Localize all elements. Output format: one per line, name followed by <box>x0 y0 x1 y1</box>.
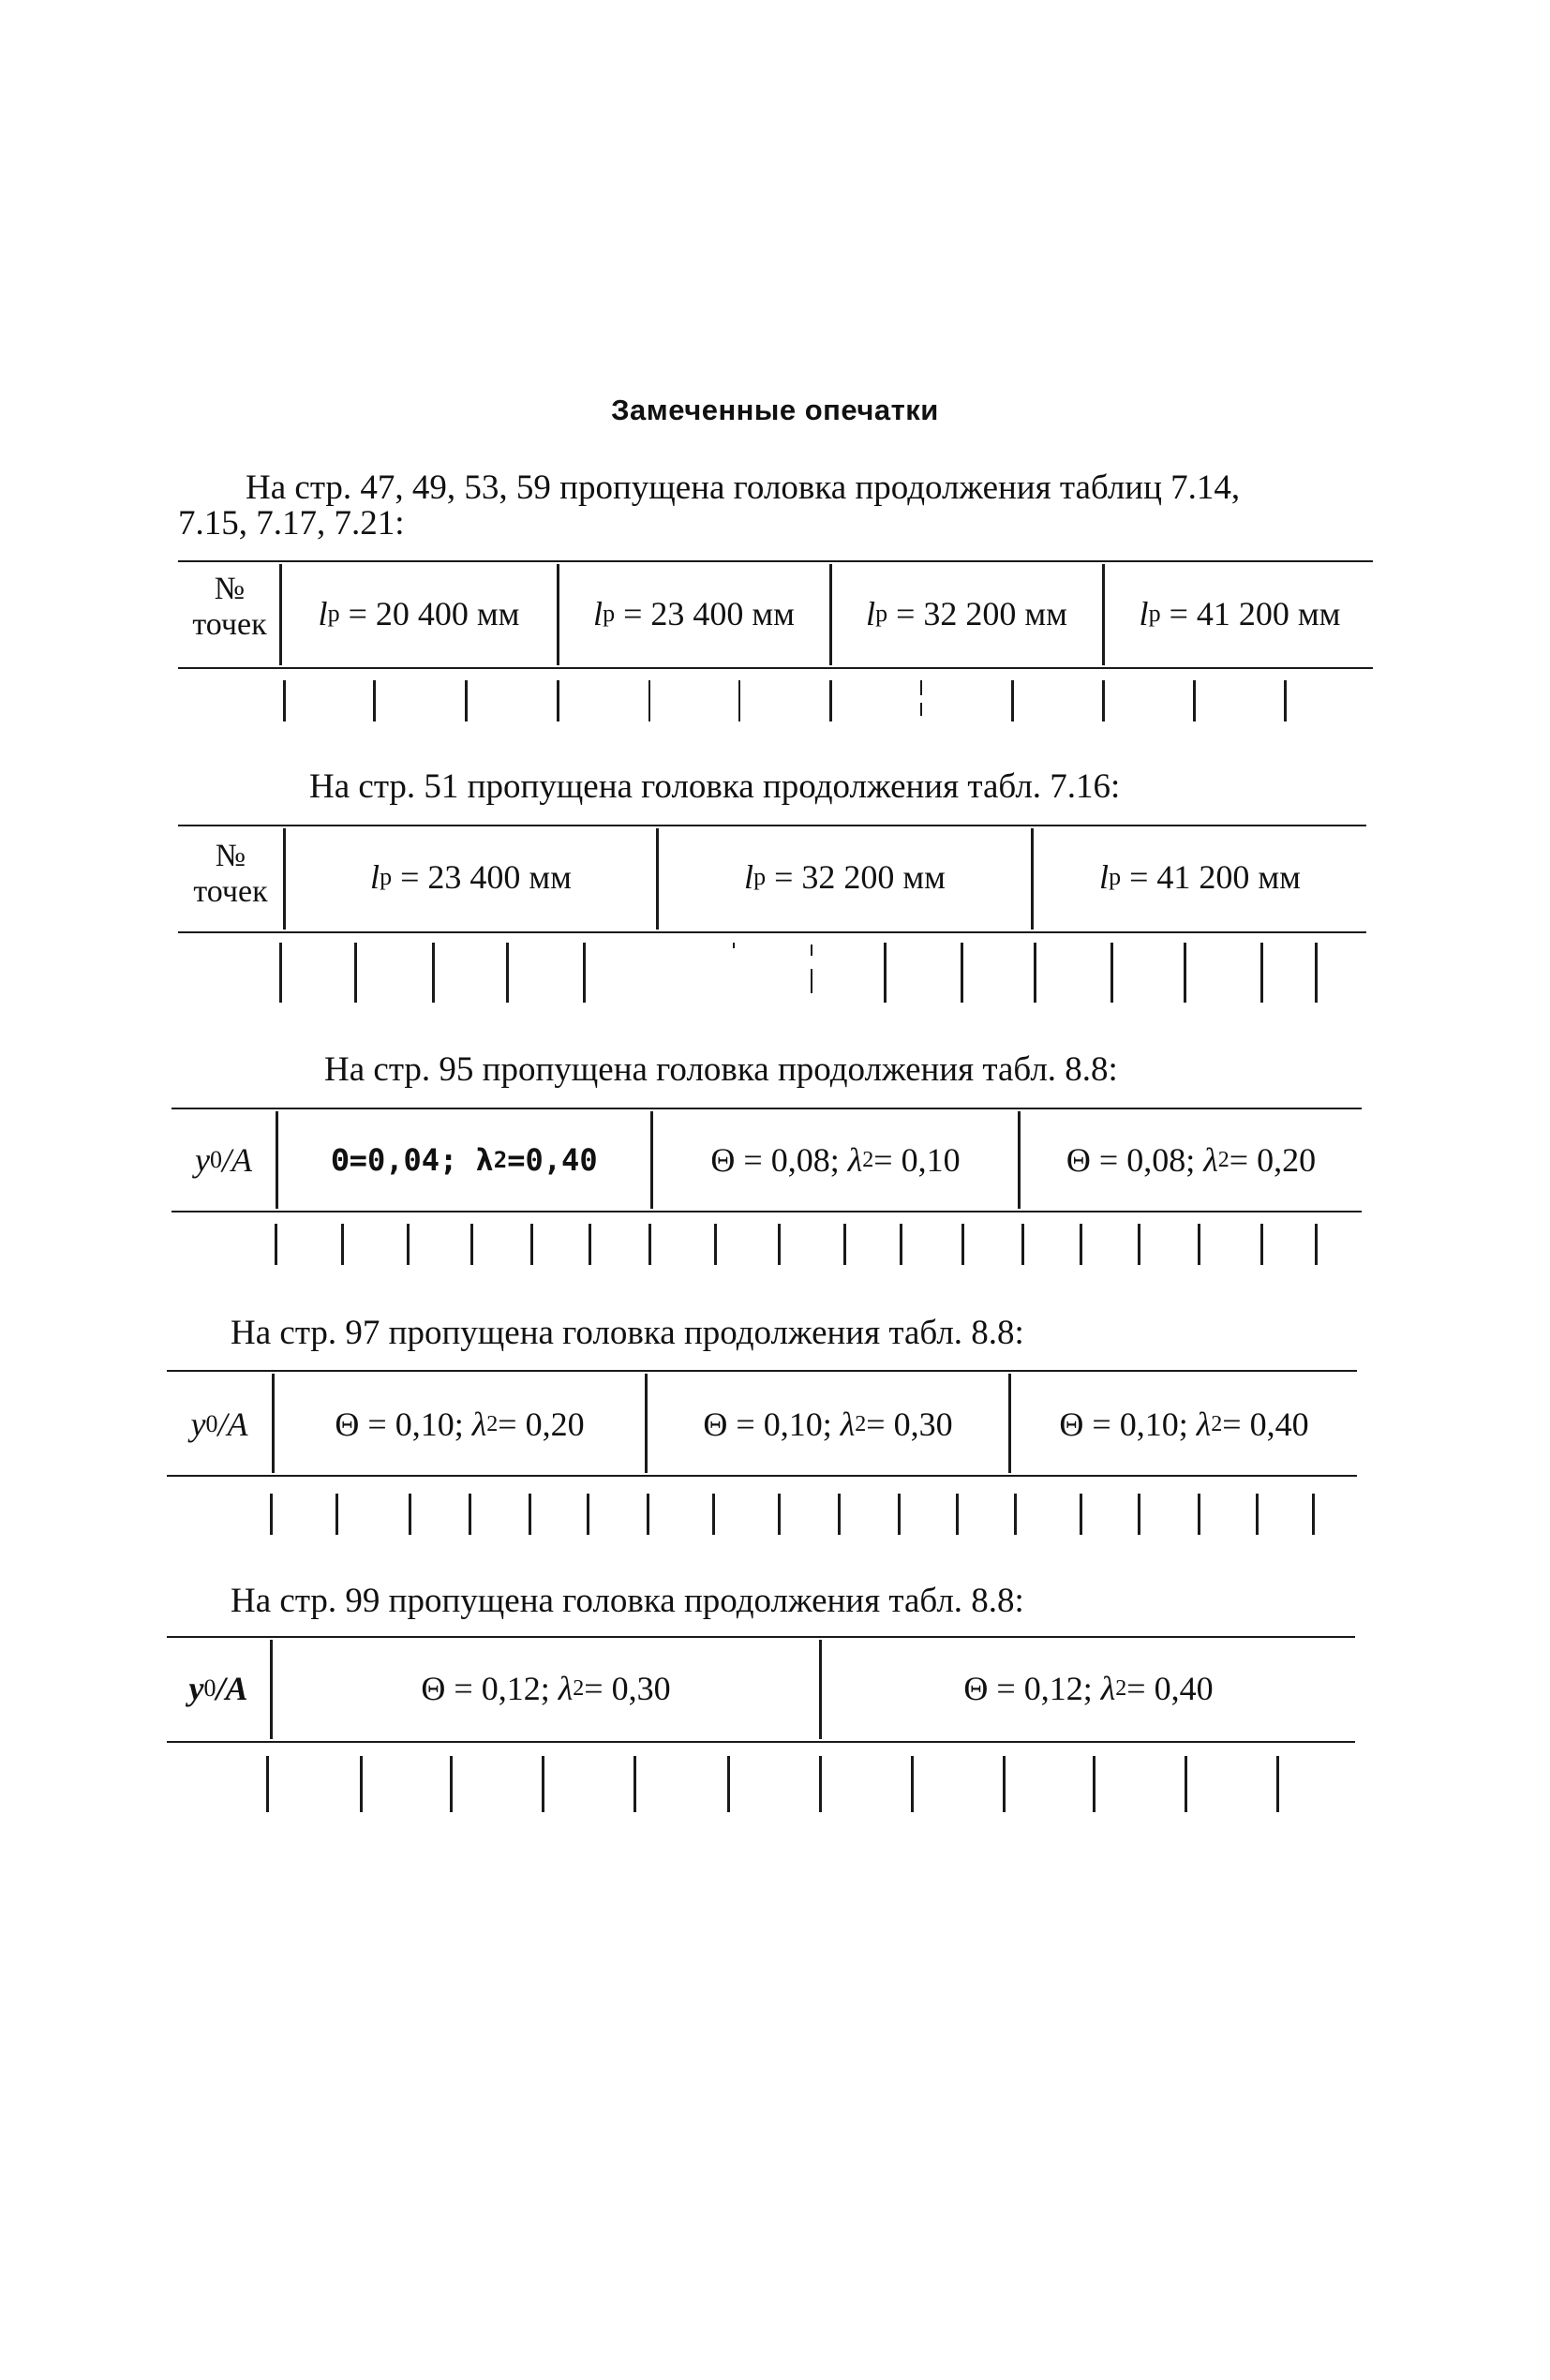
column-rule <box>506 943 509 1003</box>
column-rule <box>1102 680 1105 721</box>
column-rule <box>829 680 832 721</box>
table-5-top-rule <box>167 1636 1355 1638</box>
column-rule <box>266 1756 269 1812</box>
table-4-column-header-1: Θ = 0,10; λ 2 = 0,20 <box>335 1406 585 1443</box>
table-3-first-column-header: y 0 /A <box>195 1141 252 1179</box>
column-rule <box>898 1494 901 1535</box>
column-rule <box>360 1756 363 1812</box>
column-rule <box>778 1494 781 1535</box>
column-rule <box>712 1494 715 1535</box>
column-rule <box>1138 1494 1140 1535</box>
intro-line-2: 7.15, 7.17, 7.21: <box>178 504 405 543</box>
column-rule <box>583 943 586 1003</box>
table-1-column-header-1: l р = 20 400 мм <box>318 595 520 632</box>
table-5-first-column-header: y 0 /A <box>188 1670 248 1707</box>
column-rule <box>529 1494 531 1535</box>
column-rule <box>1315 943 1318 1003</box>
table-1-column-header-2: l р = 23 400 мм <box>593 595 795 632</box>
table-4-bottom-rule <box>167 1475 1357 1477</box>
table-3-top-rule <box>171 1108 1362 1109</box>
column-rule <box>1198 1494 1200 1535</box>
column-rule <box>1003 1756 1006 1812</box>
column-rule <box>714 1224 717 1265</box>
column-rule <box>843 1224 846 1265</box>
column-rule <box>819 1756 822 1812</box>
column-rule <box>961 943 963 1003</box>
intro-line-1: На стр. 47, 49, 53, 59 пропущена головка продолжения таблиц 7.14, <box>246 469 1241 507</box>
column-rule <box>900 1224 902 1265</box>
points-label: точек <box>192 607 267 642</box>
column-rule <box>335 1494 338 1535</box>
table-3-column-header-3: Θ = 0,08; λ 2 = 0,20 <box>1066 1141 1317 1179</box>
column-rule <box>465 680 468 721</box>
table-4-column-header-3: Θ = 0,10; λ 2 = 0,40 <box>1059 1406 1309 1443</box>
column-rule <box>738 680 740 721</box>
column-rule <box>469 1494 471 1535</box>
note-page-99: На стр. 99 пропущена головка продолжения табл. 8.8: <box>231 1582 1024 1620</box>
table-5-column-header-2: Θ = 0,12; λ 2 = 0,40 <box>963 1670 1214 1707</box>
column-rule <box>1260 1224 1263 1265</box>
column-rule <box>648 1224 651 1265</box>
column-rule <box>647 1494 649 1535</box>
column-rule <box>432 943 435 1003</box>
table-2-column-header-1: l р = 23 400 мм <box>370 858 572 896</box>
number-sign: № <box>215 839 246 873</box>
column-rule <box>1260 943 1263 1003</box>
column-rule <box>648 680 650 721</box>
table-2-column-header-2: l р = 32 200 мм <box>744 858 946 896</box>
column-rule <box>1198 1224 1200 1265</box>
column-rule <box>557 680 559 721</box>
column-rule <box>1021 1224 1024 1265</box>
column-rule <box>956 1494 959 1535</box>
column-rule <box>1284 680 1287 721</box>
column-rule <box>275 1224 277 1265</box>
column-rule <box>1034 943 1036 1003</box>
column-rule <box>1276 1756 1279 1812</box>
note-page-51: На стр. 51 пропущена головка продолжения табл. 7.16: <box>309 767 1121 806</box>
note-page-95: На стр. 95 пропущена головка продолжения табл. 8.8: <box>324 1050 1118 1089</box>
column-rule <box>920 703 922 716</box>
column-rule <box>407 1224 410 1265</box>
table-3-column-header-1: Θ=0,04; λ 2 =0,40 <box>331 1142 598 1178</box>
column-rule <box>727 1756 730 1812</box>
column-rule <box>1080 1224 1082 1265</box>
table-5-bottom-rule <box>167 1741 1355 1743</box>
table-1-bottom-rule <box>178 667 1373 669</box>
number-sign: № <box>214 572 246 606</box>
column-rule <box>1138 1224 1140 1265</box>
column-rule <box>1110 943 1113 1003</box>
column-rule <box>811 945 812 956</box>
table-2-top-rule <box>178 825 1366 826</box>
table-5-column-header-1: Θ = 0,12; λ 2 = 0,30 <box>421 1670 671 1707</box>
column-rule <box>409 1494 411 1535</box>
column-rule <box>1011 680 1014 721</box>
table-2-number-header <box>178 839 283 910</box>
column-rule <box>373 680 376 721</box>
table-1-column-header-3: l р = 32 200 мм <box>866 595 1067 632</box>
column-rule <box>470 1224 473 1265</box>
column-rule <box>270 1494 273 1535</box>
table-4-column-header-2: Θ = 0,10; λ 2 = 0,30 <box>703 1406 953 1443</box>
column-rule <box>1256 1494 1259 1535</box>
table-2-bottom-rule <box>178 931 1366 933</box>
table-1-column-header-4: l р = 41 200 мм <box>1139 595 1341 632</box>
column-rule <box>1193 680 1196 721</box>
table-2-column-header-3: l р = 41 200 мм <box>1099 858 1301 896</box>
note-page-97: На стр. 97 пропущена головка продолжения табл. 8.8: <box>231 1314 1024 1352</box>
column-rule <box>283 680 286 721</box>
page-title: Замеченные опечатки <box>611 394 939 426</box>
column-rule <box>920 680 922 695</box>
column-rule <box>733 943 735 948</box>
column-rule <box>589 1224 591 1265</box>
column-rule <box>279 943 282 1003</box>
column-rule <box>354 943 357 1003</box>
column-rule <box>1315 1224 1318 1265</box>
column-rule <box>450 1756 453 1812</box>
column-rule <box>530 1224 533 1265</box>
column-rule <box>341 1224 344 1265</box>
column-rule <box>1014 1494 1017 1535</box>
table-1-top-rule <box>178 560 1373 562</box>
table-4-first-column-header: y 0 /A <box>190 1406 248 1443</box>
column-rule <box>1080 1494 1082 1535</box>
column-rule <box>1184 943 1186 1003</box>
column-rule <box>633 1756 636 1812</box>
table-4-top-rule <box>167 1370 1357 1372</box>
column-rule <box>911 1756 914 1812</box>
column-rule <box>1312 1494 1315 1535</box>
column-rule <box>884 943 887 1003</box>
column-rule <box>587 1494 589 1535</box>
column-rule <box>961 1224 964 1265</box>
points-label: точек <box>193 874 268 909</box>
column-rule <box>1093 1756 1095 1812</box>
column-rule <box>542 1756 544 1812</box>
table-3-column-header-2: Θ = 0,08; λ 2 = 0,10 <box>710 1141 961 1179</box>
column-rule <box>811 969 812 993</box>
column-rule <box>1185 1756 1187 1812</box>
table-3-bottom-rule <box>171 1211 1362 1212</box>
table-1-number-header <box>178 572 281 643</box>
column-rule <box>838 1494 841 1535</box>
column-rule <box>778 1224 781 1265</box>
